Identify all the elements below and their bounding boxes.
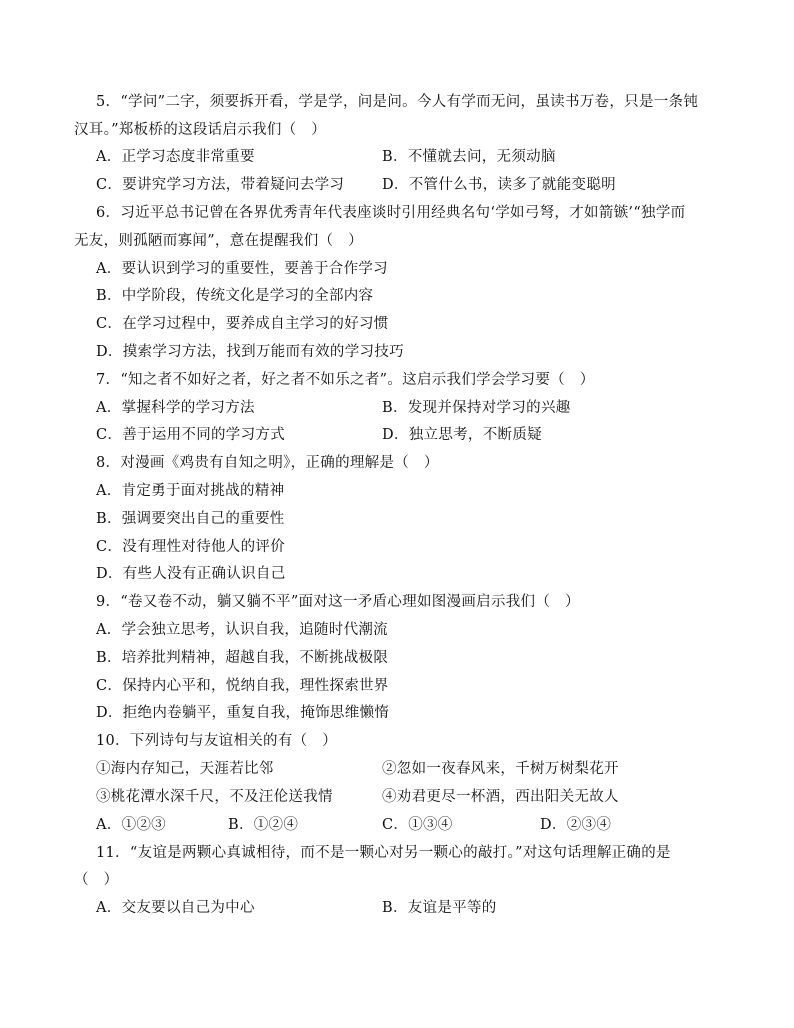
q10-option-b: B．①②④ — [228, 817, 299, 833]
q10-option-a: A．①②③ — [96, 817, 166, 833]
q9-stem: 9．“卷又卷不动，躺又躺不平”面对这一矛盾心理如图漫画启示我们（ ） — [96, 594, 580, 610]
q9-option-d: D．拒绝内卷躺平，重复自我，掩饰思维懒惰 — [96, 705, 390, 721]
q10-poem-2: ②忽如一夜春风来，千树万树梨花开 — [382, 761, 619, 777]
q10-poem-4: ④劝君更尽一杯酒，西出阳关无故人 — [382, 789, 619, 805]
q6-option-a: A．要认识到学习的重要性，要善于合作学习 — [96, 261, 388, 277]
q8-option-d: D．有些人没有正确认识自己 — [96, 566, 286, 582]
q7-option-c: C．善于运用不同的学习方式 — [96, 427, 285, 443]
q11-option-b: B．友谊是平等的 — [382, 900, 497, 916]
q10-option-c: C．①③④ — [382, 817, 453, 833]
q9-option-b: B．培养批判精神，超越自我，不断挑战极限 — [96, 650, 389, 666]
q8-option-b: B．强调要突出自己的重要性 — [96, 511, 285, 527]
q11-option-a: A．交友要以自己为中心 — [96, 900, 255, 916]
q9-option-c: C．保持内心平和，悦纳自我，理性探索世界 — [96, 678, 389, 694]
q5-option-c: C．要讲究学习方法，带着疑问去学习 — [96, 177, 345, 193]
q5-stem-line2: 汉耳。”郑板桥的这段话启示我们（ ） — [74, 122, 327, 138]
q11-stem-line2: （ ） — [74, 872, 119, 888]
q10-poem-1: ①海内存知己，天涯若比邻 — [96, 761, 274, 777]
q6-stem-line1: 6．习近平总书记曾在各界优秀青年代表座谈时引用经典名句‘学如弓弩，才如箭镞’“独学而 — [96, 205, 686, 221]
q5-stem-line1: 5．“学问”二字，须要拆开看，学是学，问是问。今人有学而无问，虽读书万卷，只是一条钝 — [96, 94, 699, 110]
q7-option-a: A．掌握科学的学习方法 — [96, 400, 255, 416]
q10-stem: 10．下列诗句与友谊相关的有（ ） — [96, 733, 338, 749]
q7-option-b: B．发现并保持对学习的兴趣 — [382, 400, 571, 416]
q8-stem: 8．对漫画《鸡贵有自知之明》，正确的理解是（ ） — [96, 455, 439, 471]
q10-option-d: D．②③④ — [540, 817, 612, 833]
q7-stem: 7．“知之者不如好之者，好之者不如乐之者”。这启示我们学会学习要（ ） — [96, 372, 595, 388]
q8-option-a: A．肯定勇于面对挑战的精神 — [96, 483, 285, 499]
q6-option-d: D．摸索学习方法，找到万能而有效的学习技巧 — [96, 344, 404, 360]
q5-option-b: B．不懂就去问，无须动脑 — [382, 149, 556, 165]
q6-stem-line2: 无友，则孤陋而寡闻”，意在提醒我们（ ） — [74, 233, 363, 249]
q7-option-d: D．独立思考，不断质疑 — [382, 427, 542, 443]
q8-option-c: C．没有理性对待他人的评价 — [96, 539, 285, 555]
q6-option-c: C．在学习过程中，要养成自主学习的好习惯 — [96, 316, 389, 332]
q6-option-b: B．中学阶段，传统文化是学习的全部内容 — [96, 288, 374, 304]
q5-option-d: D．不管什么书，读多了就能变聪明 — [382, 177, 616, 193]
q10-poem-3: ③桃花潭水深千尺，不及汪伦送我情 — [96, 789, 333, 805]
q5-option-a: A．正学习态度非常重要 — [96, 149, 255, 165]
q11-stem-line1: 11．“友谊是两颗心真诚相待，而不是一颗心对另一颗心的敲打。”对这句话理解正确的是 — [96, 845, 671, 861]
q9-option-a: A．学会独立思考，认识自我，追随时代潮流 — [96, 622, 388, 638]
